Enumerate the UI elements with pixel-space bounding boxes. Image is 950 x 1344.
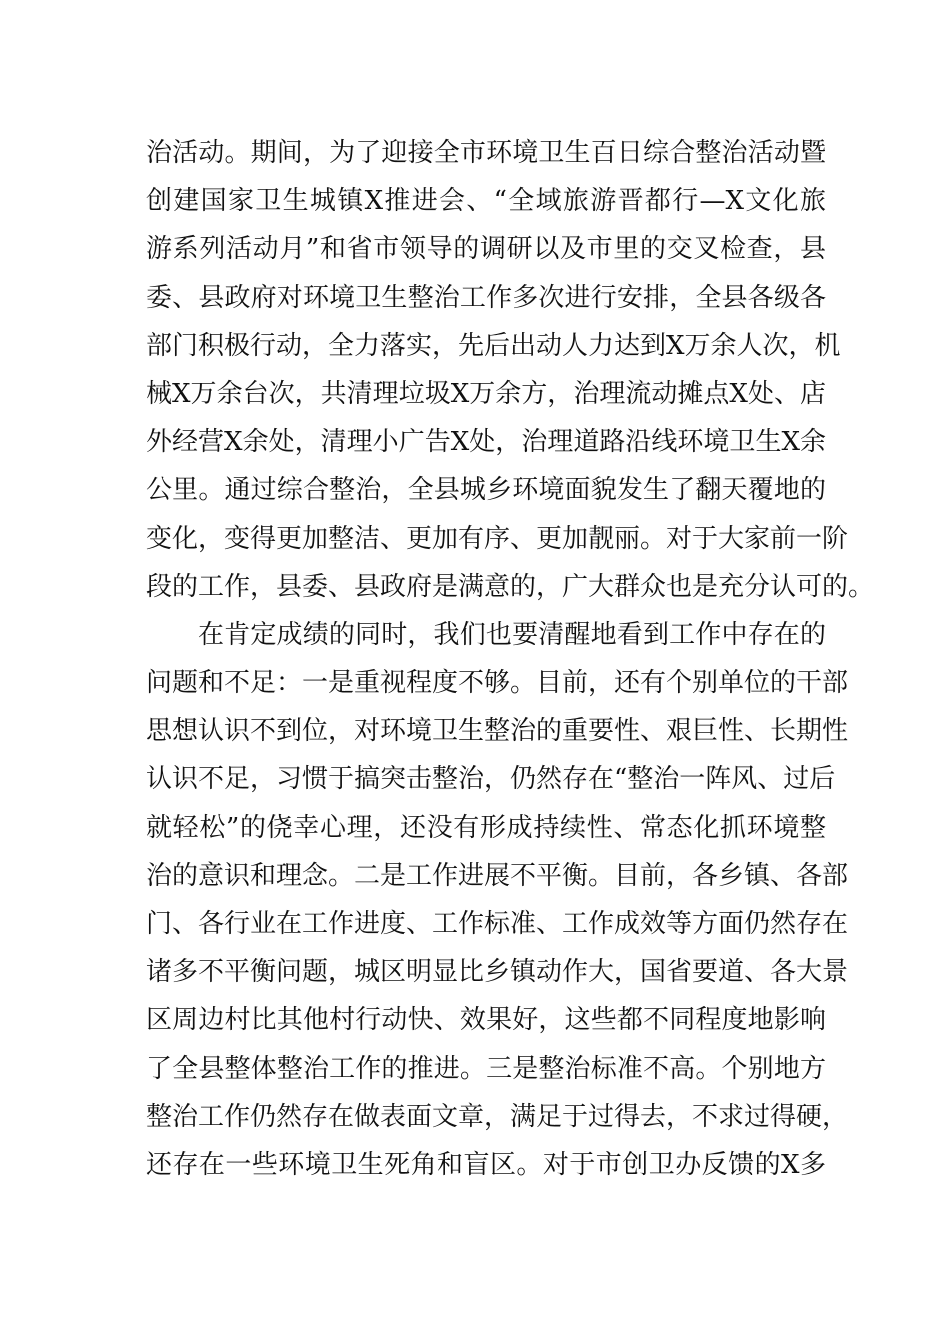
- text-line: 门、各行业在工作进度、工作标准、工作成效等方面仍然存在: [146, 909, 849, 939]
- text-line: 部门积极行动，全力落实，先后出动人力达到X万余人次，机: [146, 330, 841, 361]
- text-line: 治的意识和理念。二是工作进展不平衡。目前，各乡镇、各部: [146, 860, 849, 891]
- text-line: 诸多不平衡问题，城区明显比乡镇动作大，国省要道、各大景: [146, 957, 849, 988]
- text-line: 外经营X余处，清理小广告X处，治理道路沿线环境卫生X余: [146, 427, 826, 458]
- text-line: 认识不足，习惯于搞突击整治，仍然存在“整治一阵风、过后: [146, 764, 836, 795]
- text-line: 了全县整体整治工作的推进。三是整治标准不高。个别地方: [146, 1053, 826, 1084]
- text-line: 创建国家卫生城镇X推进会、“全域旅游晋都行—X文化旅: [146, 186, 826, 217]
- text-line: 治活动。期间，为了迎接全市环境卫生百日综合整治活动暨: [146, 138, 826, 168]
- text-line: 在肯定成绩的同时，我们也要清醒地看到工作中存在的: [198, 619, 826, 650]
- text-line: 还存在一些环境卫生死角和盲区。对于市创卫办反馈的X多: [146, 1149, 826, 1180]
- text-line: 变化，变得更加整洁、更加有序、更加靓丽。对于大家前一阶: [146, 523, 849, 554]
- text-line: 游系列活动月”和省市领导的调研以及市里的交叉检查，县: [146, 234, 826, 265]
- text-line: 委、县政府对环境卫生整治工作多次进行安排，全县各级各: [146, 282, 826, 313]
- text-line: 段的工作，县委、县政府是满意的，广大群众也是充分认可的。: [146, 571, 875, 602]
- paragraph-1: [146, 129, 875, 611]
- paragraph-2: [146, 611, 849, 1189]
- text-line: 问题和不足：一是重视程度不够。目前，还有个别单位的干部: [146, 668, 849, 699]
- text-line: 思想认识不到位，对环境卫生整治的重要性、艰巨性、长期性: [146, 716, 849, 747]
- document-body: [146, 129, 875, 1189]
- text-line: 区周边村比其他村行动快、效果好，这些都不同程度地影响: [146, 1005, 826, 1036]
- text-line: 公里。通过综合整治，全县城乡环境面貌发生了翻天覆地的: [146, 475, 826, 506]
- text-line: 械X万余台次，共清理垃圾X万余方，治理流动摊点X处、店: [146, 378, 826, 409]
- text-line: 就轻松”的侥幸心理，还没有形成持续性、常态化抓环境整: [146, 812, 826, 843]
- text-line: 整治工作仍然存在做表面文章，满足于过得去，不求过得硬，: [146, 1101, 849, 1132]
